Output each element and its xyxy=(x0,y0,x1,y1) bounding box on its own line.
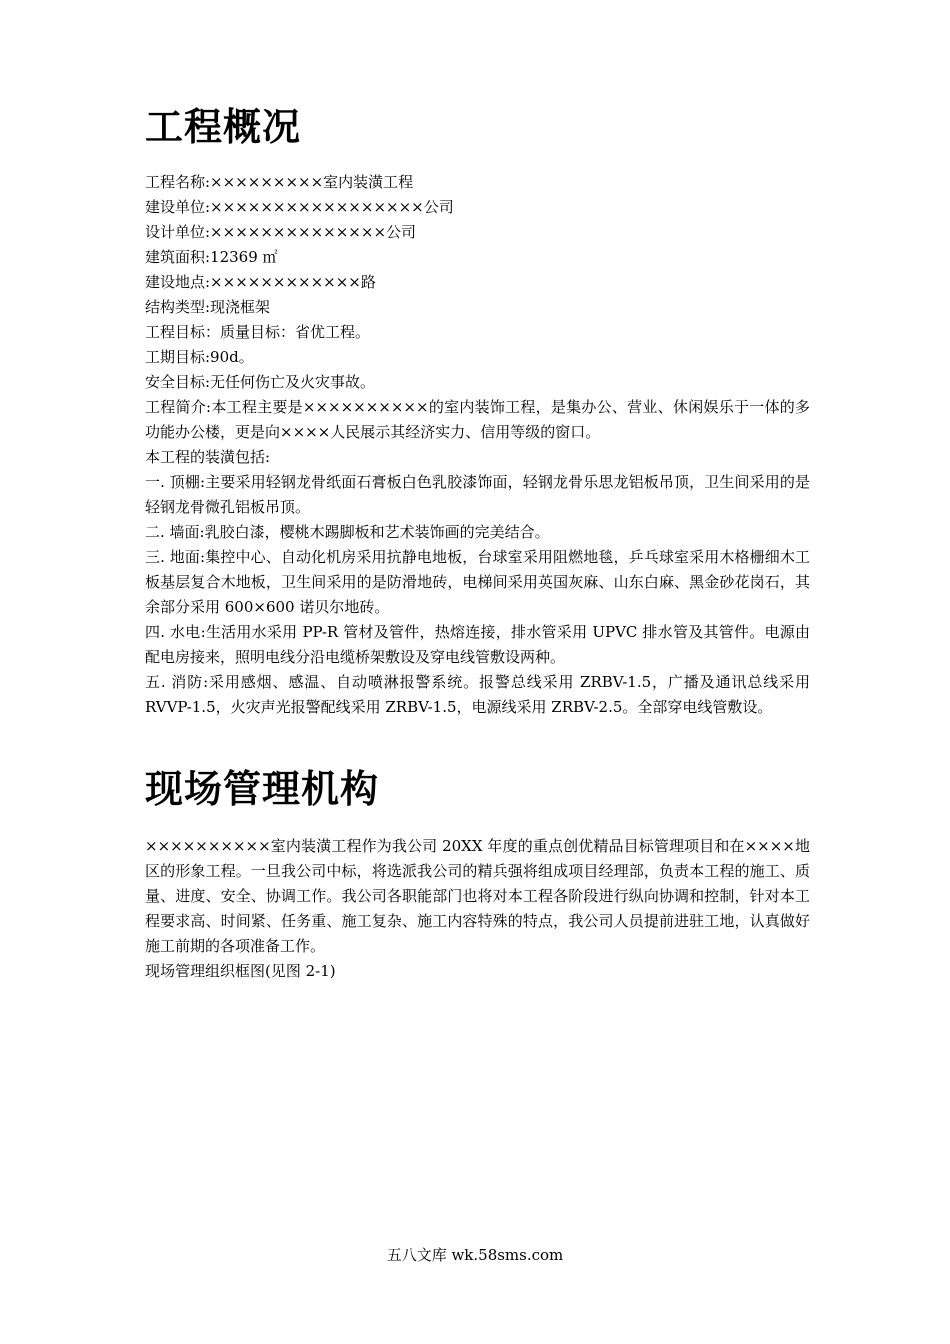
scope-fire-protection: 五. 消防:采用感烟、感温、自动喷淋报警系统。报警总线采用 ZRBV-1.5，广播及通讯总线采用 RVVP-1.5，火灾声光报警配线采用 ZRBV-1.5，电源线采用 ZRBV-2.5。全部穿电线管敷设。 xyxy=(145,673,810,716)
scope-floor: 三. 地面:集控中心、自动化机房采用抗静电地板，台球室采用阻燃地毯，乒乓球室采用木格栅细木工板基层复合木地板，卫生间采用的是防滑地砖，电梯间采用英国灰麻、山东白麻、黑金砂花岗石，其余部分采用 600×600 诺贝尔地砖。 xyxy=(145,548,810,616)
site-management-section xyxy=(145,834,810,984)
project-intro: 工程简介:本工程主要是××××××××××的室内装饰工程，是集办公、营业、休闲娱乐于一体的多功能办公楼，更是向××××人民展示其经济实力、信用等级的窗口。 xyxy=(145,398,810,441)
overview-section xyxy=(145,170,810,720)
section-heading-site-management: 现场管理机构 xyxy=(145,767,380,811)
construction-unit: 建设单位:×××××××××××××××××公司 xyxy=(145,198,454,216)
decoration-scope-label: 本工程的装潢包括: xyxy=(145,448,271,466)
structure-type: 结构类型:现浇框架 xyxy=(145,298,271,316)
site-management-paragraph: ××××××××××室内装潢工程作为我公司 20XX 年度的重点创优精品目标管理项目和在××××地区的形象工程。一旦我公司中标，将选派我公司的精兵强将组成项目经理部，负责本工程的施工、质量、进度、安全、协调工作。我公司各职能部门也将对本工程各阶段进行纵向协调和控制，针对本工程要求高、时间紧、任务重、施工复杂、施工内容特殊的特点，我公司人员提前进驻工地，认真做好施工前期的各项准备工作。 xyxy=(145,837,810,955)
scope-wall: 二. 墙面:乳胶白漆，樱桃木踢脚板和艺术装饰画的完美结合。 xyxy=(145,523,550,541)
section-heading-overview: 工程概况 xyxy=(145,105,302,149)
safety-goal: 安全目标:无任何伤亡及火灾事故。 xyxy=(145,373,376,391)
scope-water-electric: 四. 水电:生活用水采用 PP-R 管材及管件，热熔连接，排水管采用 UPVC 排水管及其管件。电源由配电房接来，照明电线分沿电缆桥架敷设及穿电线管敷设两种。 xyxy=(145,623,810,666)
design-unit: 设计单位:××××××××××××××公司 xyxy=(145,223,417,241)
quality-goal: 工程目标：质量目标：省优工程。 xyxy=(145,323,371,341)
building-area: 建筑面积:12369 ㎡ xyxy=(145,248,278,266)
project-name: 工程名称:×××××××××室内装潢工程 xyxy=(145,173,414,191)
document-page xyxy=(145,0,810,984)
org-chart-reference: 现场管理组织框图(见图 2-1) xyxy=(145,962,336,980)
page-footer: 五八文库 wk.58sms.com xyxy=(386,1246,564,1264)
schedule-goal: 工期目标:90d。 xyxy=(145,348,254,366)
scope-ceiling: 一. 顶棚:主要采用轻钢龙骨纸面石膏板白色乳胶漆饰面，轻钢龙骨乐思龙铝板吊顶，卫生间采用的是轻钢龙骨微孔铝板吊顶。 xyxy=(145,473,810,516)
construction-site: 建设地点:××××××××××××路 xyxy=(145,273,376,291)
